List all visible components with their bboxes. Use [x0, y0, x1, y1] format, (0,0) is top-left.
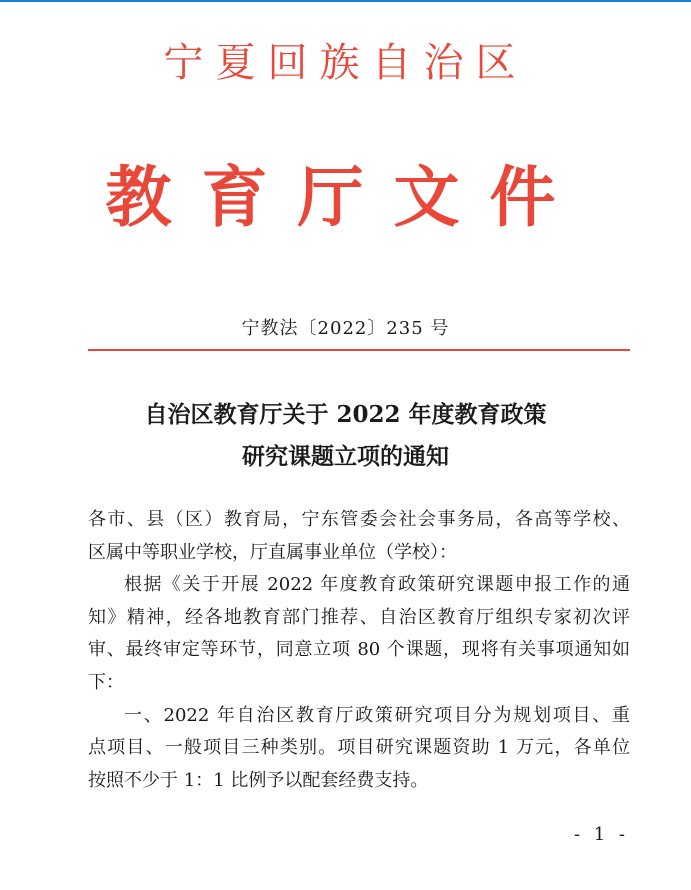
title-line-2: 研究课题立项的通知	[242, 443, 449, 470]
body-line-3: 根据《关于开展 2022 年度教育政策研究课题申报工作的通	[124, 574, 630, 596]
body-line-1: 各市、县（区）教育局，宁东管委会社会事务局，各高等学校、	[88, 509, 630, 530]
red-divider	[88, 349, 630, 351]
document-type-heading: 教育厅文件	[105, 158, 586, 236]
issuer-name: 宁夏回族自治区	[163, 40, 528, 86]
body-line-8: 点项目、一般项目三种类别。项目研究课题资助 1 万元，各单位	[88, 737, 630, 759]
top-border	[0, 0, 691, 2]
body-line-7: 一、2022 年自治区教育厅政策研究项目分为规划项目、重	[124, 704, 630, 726]
body-text	[88, 504, 630, 797]
document-title	[0, 394, 691, 478]
body-line-5: 审、最终审定等环节，同意立项 80 个课题，现将有关事项通知如	[88, 639, 630, 661]
body-line-2: 区属中等职业学校，厅直属事业单位（学校）：	[88, 541, 457, 563]
page-number: - 1 -	[573, 824, 629, 845]
body-line-6: 下：	[88, 671, 124, 693]
body-line-4: 知》精神，经各地教育部门推荐、自治区教育厅组织专家初次评	[88, 606, 630, 628]
document-number: 宁教法〔2022〕235 号	[241, 318, 450, 339]
body-line-9: 按照不少于 1：1 比例予以配套经费支持。	[88, 769, 429, 791]
title-line-1: 自治区教育厅关于 2022 年度教育政策	[144, 401, 547, 428]
